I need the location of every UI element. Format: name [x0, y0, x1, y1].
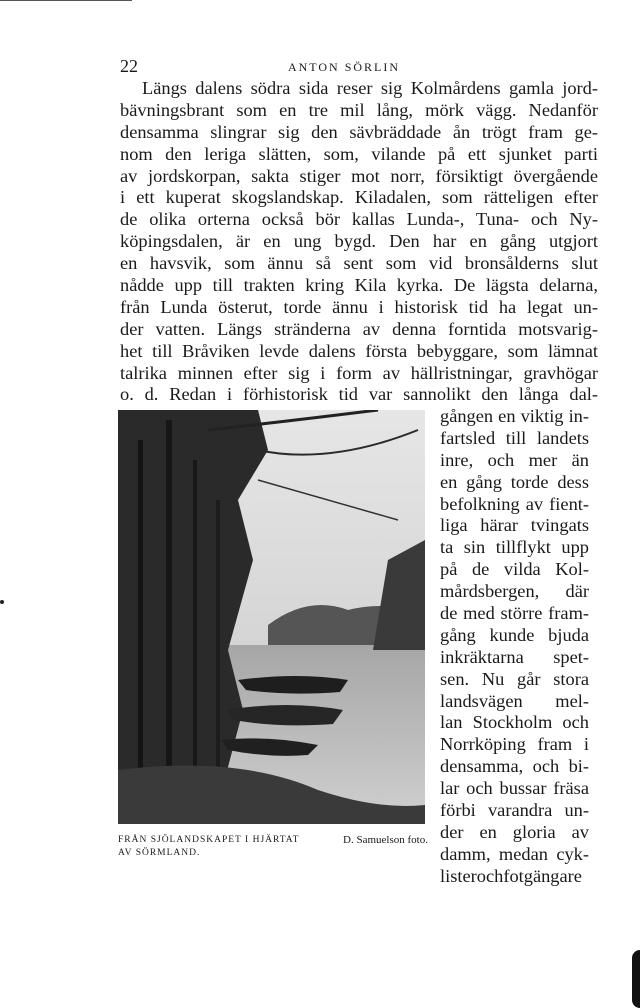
body-line: bävningsbrant som en tre mil lång, mörk vägg. Nedanför: [120, 99, 598, 120]
body-line: nådde upp till trakten kring Kila kyrka. De lägsta delarna,: [120, 275, 598, 296]
side-line: listerochfotgängare: [440, 865, 582, 886]
body-text: [120, 78, 598, 406]
body-line: de olika orterna också bör kallas Lunda-, Tuna- och Ny-: [120, 209, 598, 230]
side-line: fartsled till landets: [440, 427, 589, 448]
body-line: en havsvik, som ännu så sent som vid bronsålderns slut: [120, 253, 598, 274]
side-line: der en gloria av: [440, 821, 589, 842]
side-line: befolkning av fient-: [440, 493, 589, 514]
side-line: de med större fram-: [440, 603, 589, 624]
body-line: talrika minnen efter sig i form av hällristningar, gravhögar: [120, 362, 598, 383]
side-line: liga härar tvingats: [440, 515, 589, 536]
body-line: densamma slingrar sig den sävbräddade ån trögt fram ge-: [120, 121, 598, 142]
side-line: på de vilda Kol-: [440, 559, 589, 580]
body-line: Längs dalens södra sida reser sig Kolmårdens gamla jord-: [142, 78, 598, 98]
side-line: gång kunde bjuda: [440, 624, 589, 645]
side-line: Norrköping fram i: [440, 734, 589, 755]
side-line: mårdsbergen, där: [440, 581, 589, 602]
body-line: köpingsdalen, är en ung bygd. Den har en gång utgjort: [120, 231, 598, 252]
side-column-text: [440, 406, 589, 888]
side-line: damm, medan cyk-: [440, 843, 589, 864]
side-line: inre, och mer än: [440, 449, 589, 470]
lake-photo: [118, 410, 425, 824]
caption-title: [118, 834, 299, 860]
caption-title-line: AV SÖRMLAND.: [118, 848, 201, 858]
page-number: 22: [120, 56, 138, 76]
body-line: nom den leriga slätten, som, vilande på ett sjunket parti: [120, 143, 598, 164]
side-line: landsvägen mel-: [440, 690, 589, 711]
margin-dot: [0, 600, 4, 604]
side-line: förbi varandra un-: [440, 800, 589, 821]
body-line: i ett kuperat skogslandskap. Kiladalen, som rätteligen efter: [120, 187, 598, 208]
side-line: densamma, och bi-: [440, 756, 589, 777]
page-edge-mark: [632, 950, 640, 1008]
side-line: gången en viktig in-: [440, 406, 589, 426]
side-line: en gång torde dess: [440, 471, 589, 492]
side-line: inkräktarna spet-: [440, 646, 589, 667]
body-line: o. d. Redan i förhistorisk tid var sannolikt den långa dal-: [120, 384, 598, 405]
running-head: ANTON SÖRLIN: [287, 60, 401, 74]
caption-title-line: FRÅN SJÖLANDSKAPET I HJÄRTAT: [118, 835, 300, 845]
photo-credit: D. Samuelson foto.: [343, 834, 428, 846]
body-line: der vatten. Längs stränderna av denna forntida motsvarig-: [120, 318, 598, 339]
top-rule: [0, 0, 132, 1]
body-line: från Lunda österut, torde ännu i historisk tid ha legat un-: [120, 296, 598, 317]
side-line: lar och bussar fräsa: [440, 778, 589, 799]
side-line: ta sin tillflykt upp: [440, 537, 589, 558]
lake-photo-image: [118, 410, 425, 824]
body-line: het till Bråviken levde dalens första bebyggare, som lämnat: [120, 340, 598, 361]
page-header: [120, 56, 568, 80]
side-line: lan Stockholm och: [440, 712, 589, 733]
side-line: sen. Nu går stora: [440, 668, 589, 689]
body-line: av jordskorpan, sakta stiger mot norr, försiktigt övergående: [120, 165, 598, 186]
